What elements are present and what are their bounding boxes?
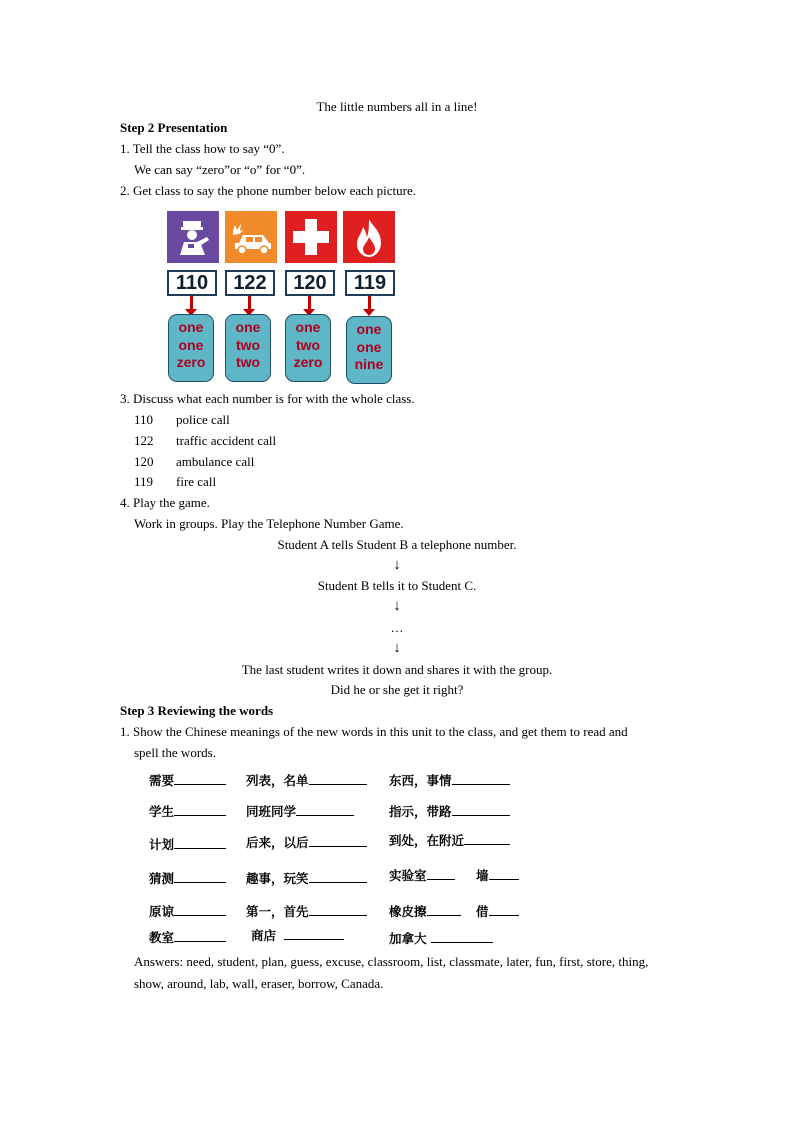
word-item: 东西，事情	[389, 771, 510, 789]
discuss-desc: traffic accident call	[176, 433, 277, 448]
step3-item1-cont: spell the words.	[134, 745, 216, 760]
number-word: one	[356, 321, 382, 337]
step2-heading: Step 2 Presentation	[120, 120, 228, 135]
step3-heading: Step 3 Reviewing the words	[120, 703, 274, 718]
down-arrow	[190, 296, 193, 310]
number-box: 110	[167, 270, 217, 296]
answers-line-cont: show, around, lab, wall, eraser, borrow, Canada.	[134, 976, 384, 991]
number-word: zero	[293, 354, 323, 370]
number-word: one	[178, 336, 204, 353]
word-item: 第一，首先	[246, 902, 367, 920]
word-item: 同班同学	[246, 802, 354, 820]
step2-item1-sub: We can say “zero”or “o” for “0”.	[134, 162, 306, 177]
number-word: one	[356, 338, 382, 355]
word-item: 需要	[149, 771, 226, 789]
word-item: 列表，名单	[246, 771, 367, 789]
red-cross-tile	[285, 211, 337, 263]
step2-item1: 1. Tell the class how to say “0”.	[120, 141, 285, 156]
word-item: 原谅	[149, 902, 226, 920]
number-box: 120	[285, 270, 335, 296]
word-item: 商店	[251, 926, 344, 944]
flow-question: Did he or she get it right?	[330, 682, 464, 697]
number-words	[225, 314, 271, 382]
word-item: 猜测	[149, 869, 226, 887]
discuss-desc: fire call	[176, 474, 217, 489]
step2-item3: 3. Discuss what each number is for with the whole class.	[120, 391, 415, 406]
number-word: zero	[176, 354, 206, 370]
number-word: one	[295, 319, 321, 335]
flow-arrow: ↓	[393, 557, 401, 573]
number-word: one	[235, 319, 261, 335]
word-item: 墙	[476, 866, 519, 884]
number-words	[285, 314, 331, 382]
step2-item4-sub: Work in groups. Play the Telephone Number Game.	[134, 516, 404, 531]
word-item: 实验室	[389, 866, 455, 884]
step2-item2: 2. Get class to say the phone number below each picture.	[120, 183, 417, 198]
discuss-desc: ambulance call	[176, 454, 255, 469]
arrow-head	[363, 309, 375, 316]
discuss-desc: police call	[176, 412, 230, 427]
down-arrow	[308, 296, 311, 310]
car-accident-tile	[225, 211, 277, 263]
flow-step: Student B tells it to Student C.	[317, 578, 477, 593]
discuss-number: 120	[134, 454, 154, 469]
flow-step: Student A tells Student B a telephone number.	[277, 537, 517, 552]
red-cross-icon	[285, 211, 337, 263]
step2-item4: 4. Play the game.	[120, 495, 210, 510]
number-word: nine	[354, 356, 384, 372]
number-word: two	[235, 354, 261, 370]
page-title: The little numbers all in a line!	[316, 99, 478, 114]
number-box: 122	[225, 270, 275, 296]
number-word: two	[295, 336, 321, 353]
step3-item1: 1. Show the Chinese meanings of the new words in this unit to the class, and get them to read and	[120, 724, 628, 739]
word-item: 加拿大	[389, 929, 493, 947]
number-box: 119	[345, 270, 395, 296]
number-words	[168, 314, 214, 382]
word-item: 橡皮擦	[389, 902, 461, 920]
flow-arrow: ↓	[393, 598, 401, 614]
police-tile	[167, 211, 219, 263]
number-word: one	[178, 319, 204, 335]
discuss-number: 122	[134, 433, 154, 448]
car-accident-icon	[225, 211, 277, 263]
police-icon	[167, 211, 219, 263]
flow-step: The last student writes it down and shares it with the group.	[241, 662, 553, 677]
discuss-number: 110	[134, 412, 154, 427]
down-arrow	[248, 296, 251, 310]
word-item: 计划	[149, 835, 226, 853]
flow-ellipsis: …	[390, 620, 404, 635]
number-word: two	[235, 336, 261, 353]
word-item: 后来，以后	[246, 833, 367, 851]
word-item: 指示，带路	[389, 802, 510, 820]
word-item: 到处，在附近	[389, 831, 510, 849]
word-item: 趣事，玩笑	[246, 869, 367, 887]
fire-tile	[343, 211, 395, 263]
fire-icon	[343, 211, 395, 263]
number-words	[346, 316, 392, 384]
word-item: 学生	[149, 802, 226, 820]
discuss-number: 119	[134, 474, 154, 489]
word-item: 借	[476, 902, 519, 920]
flow-arrow: ↓	[393, 640, 401, 656]
down-arrow	[368, 296, 371, 310]
answers-line: Answers: need, student, plan, guess, excuse, classroom, list, classmate, later, fun, first, store, thing,	[134, 954, 649, 969]
word-item: 教室	[149, 928, 226, 946]
